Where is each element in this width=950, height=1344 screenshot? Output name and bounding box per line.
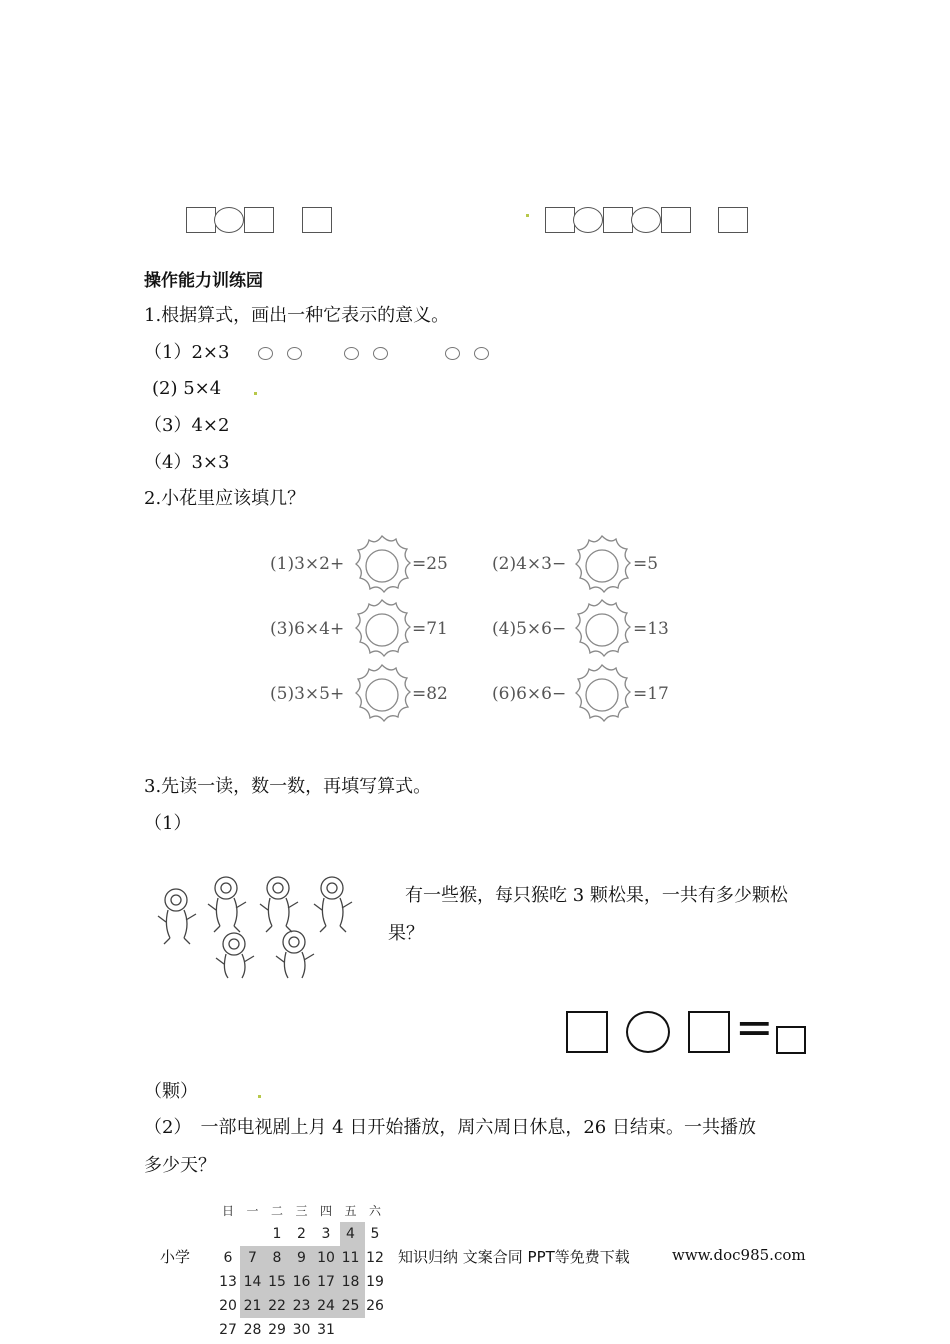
result-box[interactable] bbox=[776, 1026, 806, 1054]
calendar-day: 5 bbox=[370, 1226, 380, 1242]
q3-sub1-label: （1） bbox=[144, 813, 192, 834]
calendar-weekday: 五 bbox=[344, 1204, 357, 1218]
q3-title: 3.先读一读，数一数，再填写算式。 bbox=[144, 776, 432, 797]
calendar-day: 17 bbox=[317, 1274, 335, 1290]
footer-middle: 知识归纳 文案合同 PPT等免费下载 bbox=[398, 1248, 630, 1266]
calendar-day: 24 bbox=[317, 1298, 335, 1314]
flower-eq-6-right: =17 bbox=[633, 684, 669, 704]
calendar-day: 7 bbox=[248, 1250, 257, 1266]
answer-box[interactable] bbox=[661, 207, 691, 233]
calendar-day: 10 bbox=[317, 1250, 335, 1266]
q3-sub1-text-line1: 有一些猴，每只猴吃 3 颗松果，一共有多少颗松 bbox=[405, 885, 788, 906]
q3-sub1-text-line2: 果？ bbox=[388, 923, 424, 944]
answer-box[interactable] bbox=[603, 207, 633, 233]
calendar-day: 20 bbox=[219, 1298, 237, 1314]
calendar-day: 6 bbox=[223, 1250, 233, 1266]
dot-mark bbox=[526, 214, 529, 217]
q2-title: 2.小花里应该填几？ bbox=[144, 488, 306, 509]
circle-mark bbox=[258, 347, 273, 360]
answer-box[interactable] bbox=[566, 1011, 608, 1053]
footer-left: 小学 bbox=[160, 1248, 191, 1266]
q1-item-2: (2) 5×4 bbox=[152, 378, 222, 399]
monkeys-illustration bbox=[150, 868, 370, 986]
calendar-day: 12 bbox=[366, 1250, 384, 1266]
flower-eq-4-right: =13 bbox=[633, 619, 669, 639]
calendar-day: 31 bbox=[317, 1322, 335, 1338]
q3-sub2-line1: （2） 一部电视剧上月 4 日开始播放，周六周日休息，26 日结束。一共播放 bbox=[144, 1117, 756, 1138]
calendar-day: 29 bbox=[268, 1322, 286, 1338]
calendar-day: 16 bbox=[292, 1274, 311, 1290]
section-title: 操作能力训练园 bbox=[144, 271, 263, 291]
answer-box[interactable] bbox=[718, 207, 748, 233]
calendar-day: 9 bbox=[297, 1250, 306, 1266]
flower-eq-6-left: (6)6×6− bbox=[492, 684, 567, 704]
calendar-day: 25 bbox=[341, 1298, 360, 1314]
flower-eq-1-left: (1)3×2+ bbox=[270, 554, 345, 574]
q1-item-3: （3）4×2 bbox=[144, 415, 230, 436]
q3-sub2-line2: 多少天？ bbox=[144, 1155, 216, 1176]
calendar-day: 15 bbox=[268, 1274, 286, 1290]
flower-eq-3-right: =71 bbox=[412, 619, 448, 639]
calendar-weekday: 六 bbox=[368, 1204, 381, 1218]
calendar-day: 28 bbox=[243, 1322, 262, 1338]
q1-item-4: （4）3×3 bbox=[144, 452, 230, 473]
circle-mark bbox=[287, 347, 302, 360]
calendar-day: 26 bbox=[366, 1298, 384, 1314]
circle-mark bbox=[344, 347, 359, 360]
flower-eq-1-right: =25 bbox=[412, 554, 448, 574]
q1-title: 1.根据算式，画出一种它表示的意义。 bbox=[144, 305, 450, 326]
flower-eq-5-right: =82 bbox=[412, 684, 448, 704]
answer-box[interactable] bbox=[302, 207, 332, 233]
calendar-weekday: 二 bbox=[270, 1204, 283, 1218]
calendar-day: 21 bbox=[243, 1298, 262, 1314]
calendar-weekday: 一 bbox=[246, 1204, 259, 1218]
operator-circle[interactable] bbox=[214, 207, 244, 233]
flower-eq-4-left: (4)5×6− bbox=[492, 619, 567, 639]
flower-eq-3-left: (3)6×4+ bbox=[270, 619, 345, 639]
calendar-day: 2 bbox=[297, 1226, 306, 1242]
calendar-weekday: 日 bbox=[221, 1204, 234, 1218]
q1-item-1: （1）2×3 bbox=[144, 342, 230, 363]
operator-circle[interactable] bbox=[626, 1011, 670, 1053]
circle-mark bbox=[474, 347, 489, 360]
calendar-day: 23 bbox=[292, 1298, 311, 1314]
operator-circle[interactable] bbox=[573, 207, 603, 233]
flower-eq-2-left: (2)4×3− bbox=[492, 554, 567, 574]
circle-mark bbox=[373, 347, 388, 360]
calendar-day: 14 bbox=[243, 1274, 262, 1290]
flower-eq-5-left: (5)3×5+ bbox=[270, 684, 345, 704]
calendar-day: 11 bbox=[341, 1250, 360, 1266]
calendar-day: 27 bbox=[219, 1322, 237, 1338]
answer-box[interactable] bbox=[688, 1011, 730, 1053]
circle-mark bbox=[445, 347, 460, 360]
dot-mark bbox=[258, 1095, 261, 1098]
calendar-weekday: 四 bbox=[319, 1204, 332, 1218]
calendar-day: 30 bbox=[292, 1322, 311, 1338]
footer-website[interactable]: www.doc985.com bbox=[672, 1246, 806, 1264]
calendar-weekday: 三 bbox=[295, 1204, 308, 1218]
operator-circle[interactable] bbox=[631, 207, 661, 233]
calendar-day: 4 bbox=[346, 1226, 355, 1242]
calendar-day: 18 bbox=[341, 1274, 360, 1290]
flower-eq-2-right: =5 bbox=[633, 554, 659, 574]
calendar bbox=[216, 1202, 390, 1342]
calendar-day: 13 bbox=[219, 1274, 237, 1290]
answer-box[interactable] bbox=[545, 207, 575, 233]
calendar-day: 3 bbox=[321, 1226, 331, 1242]
equals-sign: = bbox=[735, 1000, 774, 1054]
dot-mark bbox=[254, 392, 257, 395]
calendar-day: 1 bbox=[272, 1226, 282, 1242]
answer-box[interactable] bbox=[244, 207, 274, 233]
answer-box[interactable] bbox=[186, 207, 216, 233]
calendar-day: 19 bbox=[366, 1274, 384, 1290]
calendar-day: 22 bbox=[268, 1298, 286, 1314]
calendar-day: 8 bbox=[272, 1250, 282, 1266]
q3-unit-label: （颗） bbox=[144, 1081, 198, 1102]
